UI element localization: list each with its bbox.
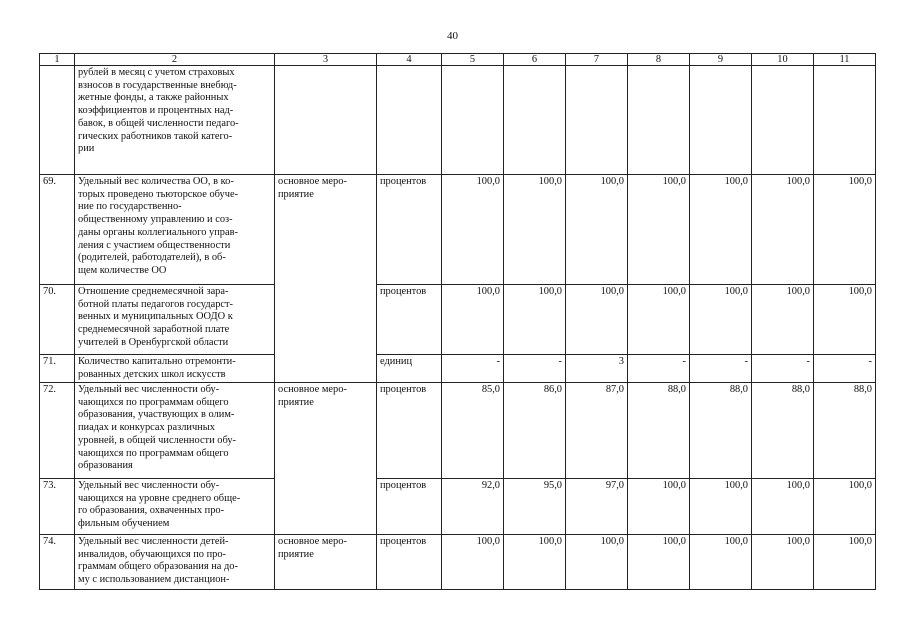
row-value: 85,0: [442, 383, 504, 479]
row-description: Удельный вес численности детей- инвалидов, обучающихся по про- граммам общего образования на до- му с использованием дистанцион-: [75, 535, 275, 590]
row-value: 100,0: [814, 175, 876, 285]
page-number: 40: [447, 30, 458, 42]
column-header: 6: [504, 54, 566, 66]
row-value: -: [628, 355, 690, 383]
row-value: 88,0: [814, 383, 876, 479]
row-unit: процентов: [377, 175, 442, 285]
row-value: [814, 66, 876, 175]
column-header: 8: [628, 54, 690, 66]
row-measure-type: основное меро- приятие: [275, 383, 377, 535]
row-number: 74.: [40, 535, 75, 590]
row-value: -: [752, 355, 814, 383]
row-number: 72.: [40, 383, 75, 479]
row-value: 100,0: [566, 535, 628, 590]
row-value: 100,0: [442, 175, 504, 285]
row-value: 100,0: [752, 285, 814, 355]
row-value: -: [814, 355, 876, 383]
row-measure-type: основное меро- приятие: [275, 175, 377, 383]
row-value: -: [442, 355, 504, 383]
row-value: 100,0: [690, 285, 752, 355]
row-value: 100,0: [504, 535, 566, 590]
table-row: [40, 479, 876, 535]
column-header: 5: [442, 54, 504, 66]
row-value: [628, 66, 690, 175]
row-value: [752, 66, 814, 175]
row-value: 100,0: [690, 535, 752, 590]
row-value: 95,0: [504, 479, 566, 535]
row-value: [442, 66, 504, 175]
row-value: 87,0: [566, 383, 628, 479]
row-unit: [377, 66, 442, 175]
row-number: 69.: [40, 175, 75, 285]
row-value: 100,0: [566, 285, 628, 355]
row-value: 3: [566, 355, 628, 383]
row-description: Количество капитально отремонти- рованных детских школ искусств: [75, 355, 275, 383]
row-value: -: [504, 355, 566, 383]
column-header: 7: [566, 54, 628, 66]
row-value: 100,0: [504, 285, 566, 355]
row-description: Отношение среднемесячной зара- ботной платы педагогов государст- венных и муниципальных ООДО к среднемесячной заработной плате учителей в Оренбургской области: [75, 285, 275, 355]
row-value: -: [690, 355, 752, 383]
column-header: 1: [40, 54, 75, 66]
row-measure-type: [275, 66, 377, 175]
row-unit: единиц: [377, 355, 442, 383]
column-header: 2: [75, 54, 275, 66]
row-value: 100,0: [814, 285, 876, 355]
row-description: Удельный вес количества ОО, в ко- торых проведено тьюторское обуче- ние по государственно- общественному управлению и соз- даны органы коллегиального управ- ления с участием общественности (родителей, работодателей), в об- щем количестве ОО: [75, 175, 275, 285]
row-value: 100,0: [752, 479, 814, 535]
row-value: 86,0: [504, 383, 566, 479]
row-value: 100,0: [690, 175, 752, 285]
row-unit: процентов: [377, 535, 442, 590]
column-header: 4: [377, 54, 442, 66]
row-number: 70.: [40, 285, 75, 355]
row-value: 100,0: [752, 175, 814, 285]
row-description: Удельный вес численности обу- чающихся на уровне среднего обще- го образования, охваченных про- фильным обучением: [75, 479, 275, 535]
table-row: [40, 383, 876, 479]
row-value: 100,0: [690, 479, 752, 535]
table-row: [40, 535, 876, 590]
row-value: 100,0: [814, 479, 876, 535]
table-row: [40, 355, 876, 383]
column-header: 10: [752, 54, 814, 66]
row-value: 100,0: [566, 175, 628, 285]
row-value: 100,0: [442, 535, 504, 590]
row-description: рублей в месяц с учетом страховых взносов в государственные внебюд- жетные фонды, а также районных коэффициентов и процентных над- бавок, в общей численности педаго- гических работников такой катего- рии: [75, 66, 275, 175]
column-header: 11: [814, 54, 876, 66]
column-number-row: [40, 54, 876, 66]
row-value: 100,0: [628, 285, 690, 355]
row-number: [40, 66, 75, 175]
row-description: Удельный вес численности обу- чающихся по программам общего образования, участвующих в олим- пиадах и конкурсах различных уровней, в общей численности обу- чающихся по программам общего образования: [75, 383, 275, 479]
column-header: 3: [275, 54, 377, 66]
row-value: 92,0: [442, 479, 504, 535]
row-value: 100,0: [628, 479, 690, 535]
row-value: 88,0: [752, 383, 814, 479]
column-header: 9: [690, 54, 752, 66]
row-value: 100,0: [752, 535, 814, 590]
row-value: [566, 66, 628, 175]
row-value: 100,0: [442, 285, 504, 355]
row-unit: процентов: [377, 383, 442, 479]
row-value: 100,0: [504, 175, 566, 285]
row-number: 73.: [40, 479, 75, 535]
row-value: 97,0: [566, 479, 628, 535]
table-row: [40, 175, 876, 285]
indicators-table: [39, 53, 876, 590]
row-value: 100,0: [628, 535, 690, 590]
row-value: [690, 66, 752, 175]
row-measure-type: основное меро- приятие: [275, 535, 377, 590]
row-value: 88,0: [690, 383, 752, 479]
row-number: 71.: [40, 355, 75, 383]
row-value: 100,0: [814, 535, 876, 590]
table-row: [40, 285, 876, 355]
row-unit: процентов: [377, 479, 442, 535]
row-unit: процентов: [377, 285, 442, 355]
row-value: 88,0: [628, 383, 690, 479]
table-row: [40, 66, 876, 175]
row-value: [504, 66, 566, 175]
row-value: 100,0: [628, 175, 690, 285]
